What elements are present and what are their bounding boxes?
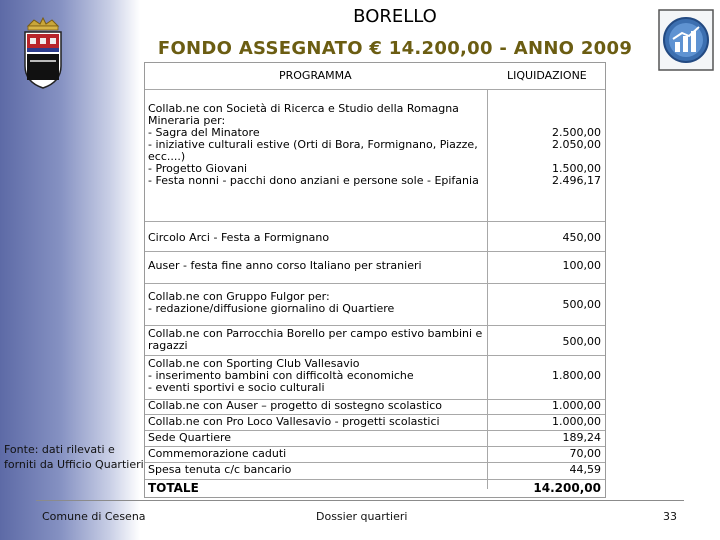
column-header-program: PROGRAMMA — [279, 69, 352, 82]
program-description: Collab.ne con Sporting Club Vallesavio - inserimento bambini con difficoltà economiche - eventi sportivi e socio culturali — [148, 357, 414, 394]
liquidation-amount: 189,24 — [562, 431, 601, 444]
row-divider — [145, 283, 605, 284]
page-title: BORELLO — [353, 6, 437, 27]
liquidation-amount: 100,00 — [562, 259, 601, 272]
program-description: Spesa tenuta c/c bancario — [148, 463, 292, 476]
source-note-line: forniti da Ufficio Quartieri — [4, 458, 144, 471]
liquidation-amount: 44,59 — [569, 463, 601, 476]
footer-center: Dossier quartieri — [316, 510, 408, 523]
program-description: Sede Quartiere — [148, 431, 232, 444]
liquidation-amount: 1.000,00 — [552, 399, 601, 412]
source-note — [4, 442, 144, 472]
program-description: Circolo Arci - Festa a Formignano — [148, 231, 330, 244]
total-amount: 14.200,00 — [533, 481, 601, 495]
row-divider — [145, 251, 605, 252]
column-header-liquidation: LIQUIDAZIONE — [507, 69, 587, 82]
liquidation-amount: 450,00 — [562, 231, 601, 244]
page-subtitle: FONDO ASSEGNATO € 14.200,00 - ANNO 2009 — [157, 38, 633, 59]
total-label: TOTALE — [148, 481, 199, 495]
source-note-line: Fonte: dati rilevati e — [4, 443, 115, 456]
program-description: Commemorazione caduti — [148, 447, 287, 460]
liquidation-amount: 500,00 — [562, 298, 601, 311]
liquidation-amount: 1.800,00 — [552, 369, 601, 382]
program-description: Collab.ne con Pro Loco Vallesavio - progetti scolastici — [148, 415, 440, 428]
program-description: Collab.ne con Società di Ricerca e Studio della Romagna Mineraria per: - Sagra del Minatore - iniziative culturali estive (Orti di Bora, Formignano, Piazze, ecc....) - Progetto Giovani - Festa nonni - pacchi dono anziani e persone sole - Epifania — [148, 102, 479, 187]
program-description: Collab.ne con Auser – progetto di sostegno scolastico — [148, 399, 443, 412]
liquidation-amount: 500,00 — [562, 335, 601, 348]
liquidation-amount: 70,00 — [569, 447, 601, 460]
liquidation-amount: 2.500,00 2.050,00 1.500,00 2.496,17 — [552, 126, 601, 187]
liquidation-amount: 1.000,00 — [552, 415, 601, 428]
funding-table — [144, 62, 606, 498]
program-description: Collab.ne con Gruppo Fulgor per: - redazione/diffusione giornalino di Quartiere — [148, 290, 395, 315]
page-number: 33 — [663, 510, 677, 523]
program-description: Collab.ne con Parrocchia Borello per campo estivo bambini e ragazzi — [148, 327, 483, 352]
row-divider — [145, 89, 605, 90]
footer-divider — [36, 500, 684, 501]
program-description: Auser - festa fine anno corso Italiano per stranieri — [148, 259, 422, 272]
row-divider — [145, 355, 605, 356]
column-divider — [487, 89, 488, 489]
footer-left: Comune di Cesena — [42, 510, 146, 523]
row-divider — [145, 325, 605, 326]
row-divider — [145, 479, 605, 480]
row-divider — [145, 221, 605, 222]
